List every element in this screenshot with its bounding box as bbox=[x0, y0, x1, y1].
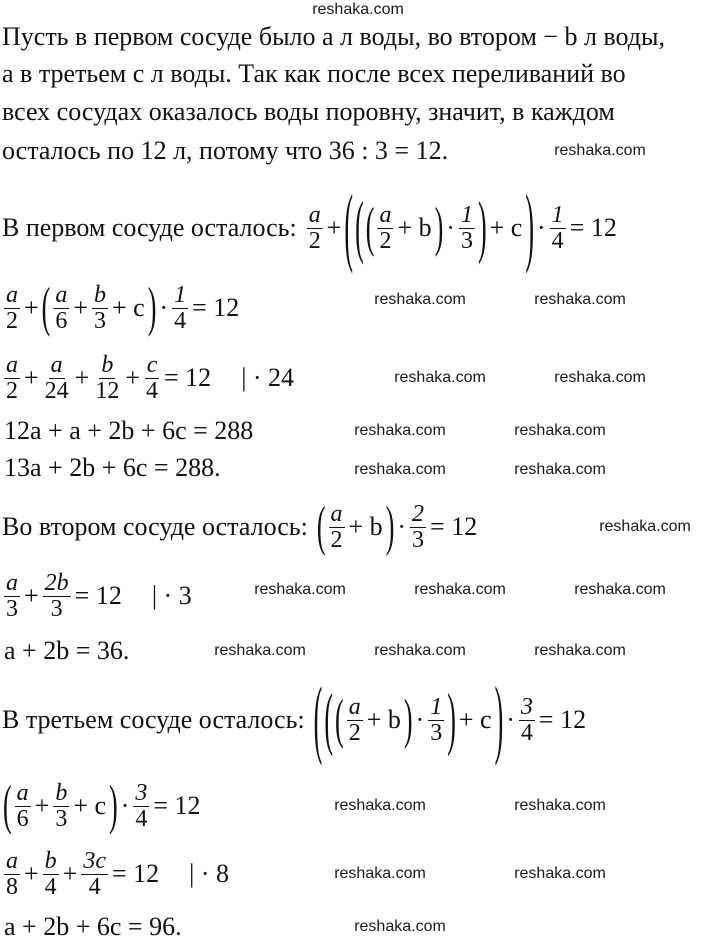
equation-label: Во втором сосуде осталось: bbox=[2, 512, 308, 541]
formula-term: | · 3 bbox=[125, 581, 192, 610]
formula bbox=[313, 669, 588, 768]
denominator: 2 bbox=[379, 227, 392, 254]
numerator: 2 bbox=[412, 500, 425, 527]
numerator: a bbox=[6, 569, 18, 596]
denominator: 2 bbox=[6, 307, 18, 334]
right-paren: ) bbox=[494, 669, 504, 768]
watermark: reshaka.com bbox=[574, 581, 666, 598]
formula bbox=[2, 353, 296, 404]
formula-term: 12a + a + 2b + 6c = 288 bbox=[4, 416, 254, 445]
fraction bbox=[144, 353, 160, 404]
watermark: reshaka.com bbox=[514, 797, 606, 814]
numerator: b bbox=[94, 281, 107, 308]
watermark: reshaka.com bbox=[514, 865, 606, 882]
numerator: a bbox=[379, 201, 392, 228]
formula-term: = 12 bbox=[164, 363, 212, 392]
fraction bbox=[4, 849, 20, 900]
numerator: a bbox=[348, 693, 361, 720]
right-paren: ) bbox=[385, 495, 395, 557]
denominator: 2 bbox=[348, 719, 361, 746]
numerator: a bbox=[6, 847, 18, 874]
numerator: a bbox=[6, 351, 18, 378]
watermark: reshaka.com bbox=[554, 142, 646, 159]
formula bbox=[2, 849, 231, 900]
denominator: 3 bbox=[460, 227, 473, 254]
fraction bbox=[81, 849, 108, 900]
fraction bbox=[377, 203, 393, 254]
denominator: 6 bbox=[55, 307, 68, 334]
denominator: 3 bbox=[55, 805, 68, 832]
denominator: 3 bbox=[412, 526, 425, 553]
fraction bbox=[53, 283, 69, 334]
numerator: a bbox=[50, 351, 63, 378]
denominator: 4 bbox=[146, 377, 159, 404]
denominator: 24 bbox=[44, 377, 69, 404]
watermark: reshaka.com bbox=[534, 642, 626, 659]
formula-term: · bbox=[415, 705, 425, 734]
watermark: reshaka.com bbox=[534, 291, 626, 308]
fraction bbox=[15, 781, 31, 832]
formula-term: · bbox=[506, 705, 515, 734]
formula-term: + b bbox=[366, 705, 401, 734]
intro-line-2: а в третьем c л воды. Так как после всех переливаний во bbox=[2, 59, 626, 88]
intro-line-3: всех сосудах оказалось воды поровну, значит, в каждом bbox=[2, 97, 615, 126]
formula-term: | · 8 bbox=[163, 859, 230, 888]
left-paren: ( bbox=[335, 688, 344, 750]
formula-term: + bbox=[62, 859, 78, 888]
watermark: reshaka.com bbox=[354, 422, 446, 439]
left-paren: ( bbox=[313, 669, 323, 768]
formula bbox=[2, 276, 241, 338]
watermark: reshaka.com bbox=[214, 642, 306, 659]
denominator: 2 bbox=[330, 526, 343, 553]
formula-term: = 12 bbox=[192, 293, 240, 322]
fraction bbox=[410, 502, 426, 553]
formula bbox=[2, 416, 255, 446]
numerator: 1 bbox=[430, 693, 443, 720]
left-paren: ( bbox=[344, 177, 354, 276]
left-paren: ( bbox=[316, 495, 326, 557]
watermark: reshaka.com bbox=[374, 291, 466, 308]
denominator: 3 bbox=[50, 595, 63, 622]
fraction bbox=[4, 283, 20, 334]
denominator: 3 bbox=[94, 307, 107, 334]
numerator: 3c bbox=[83, 847, 106, 874]
numerator: b bbox=[55, 779, 68, 806]
formula-term: = 12 bbox=[153, 791, 201, 820]
equation-line bbox=[2, 629, 131, 673]
formula-term: = 12 bbox=[430, 512, 478, 541]
watermark: reshaka.com bbox=[514, 422, 606, 439]
formula-term: | · 24 bbox=[215, 363, 295, 392]
intro-line-4: осталось по 12 л, потому что 36 : 3 = 12. bbox=[2, 136, 449, 165]
fraction bbox=[43, 353, 71, 404]
fraction bbox=[4, 571, 20, 622]
formula bbox=[2, 774, 203, 836]
formula-term: + c bbox=[112, 293, 145, 322]
numerator: a bbox=[330, 500, 343, 527]
denominator: 12 bbox=[95, 377, 120, 404]
formula-term: · bbox=[159, 293, 169, 322]
denominator: 4 bbox=[44, 873, 57, 900]
formula-term: = 12 bbox=[112, 859, 160, 888]
formula-term: + bbox=[34, 791, 50, 820]
equation-line bbox=[2, 495, 479, 557]
intro-line-1: Пусть в первом сосуде было a л воды, во втором − b л воды, bbox=[2, 22, 665, 51]
formula bbox=[2, 453, 223, 483]
denominator: 4 bbox=[174, 307, 187, 334]
fraction bbox=[329, 502, 345, 553]
numerator: 1 bbox=[174, 281, 187, 308]
formula-term: · bbox=[446, 213, 455, 242]
formula-term: = 12 bbox=[74, 581, 122, 610]
formula-term: · bbox=[120, 791, 130, 820]
fraction bbox=[459, 203, 475, 254]
fraction bbox=[519, 695, 535, 746]
denominator: 4 bbox=[520, 719, 533, 746]
formula-term: · bbox=[397, 512, 407, 541]
equation-line bbox=[2, 446, 223, 490]
numerator: b bbox=[44, 847, 57, 874]
numerator: b bbox=[101, 351, 114, 378]
right-paren: ) bbox=[477, 187, 487, 266]
fraction bbox=[43, 571, 71, 622]
numerator: 3 bbox=[135, 779, 148, 806]
formula-term: + b bbox=[397, 213, 432, 242]
formula-term: + b bbox=[348, 512, 383, 541]
equation-line bbox=[2, 847, 231, 900]
right-paren: ) bbox=[147, 276, 157, 338]
fraction bbox=[92, 283, 108, 334]
fraction bbox=[133, 781, 149, 832]
denominator: 2 bbox=[6, 377, 18, 404]
watermark: reshaka.com bbox=[374, 642, 466, 659]
equation-line bbox=[2, 905, 184, 949]
equation-line bbox=[2, 351, 296, 404]
right-paren: ) bbox=[447, 679, 456, 758]
watermark: reshaka.com bbox=[514, 461, 606, 478]
watermark: reshaka.com bbox=[312, 1, 404, 18]
formula-term: + bbox=[73, 293, 89, 322]
formula bbox=[316, 495, 479, 557]
equation-label: В первом сосуде осталось: bbox=[2, 213, 297, 242]
fraction bbox=[53, 781, 69, 832]
numerator: a bbox=[6, 281, 18, 308]
formula bbox=[305, 177, 619, 276]
formula-term: + bbox=[24, 293, 39, 322]
left-paren: ( bbox=[324, 679, 334, 758]
denominator: 2 bbox=[308, 227, 321, 254]
denominator: 3 bbox=[6, 595, 18, 622]
right-paren: ) bbox=[434, 196, 444, 258]
denominator: 4 bbox=[135, 805, 148, 832]
watermark: reshaka.com bbox=[599, 518, 691, 535]
numerator: c bbox=[146, 351, 158, 378]
numerator: a bbox=[16, 779, 29, 806]
fraction bbox=[93, 353, 121, 404]
formula-term: a + 2b + 6c = 96. bbox=[4, 912, 182, 941]
left-paren: ( bbox=[365, 196, 375, 258]
formula-term: · bbox=[537, 213, 546, 242]
formula bbox=[2, 636, 131, 666]
fraction bbox=[428, 695, 444, 746]
watermark: reshaka.com bbox=[414, 581, 506, 598]
formula-term: + bbox=[125, 363, 141, 392]
numerator: 1 bbox=[460, 201, 473, 228]
watermark: reshaka.com bbox=[254, 581, 346, 598]
watermark: reshaka.com bbox=[354, 461, 446, 478]
formula-term: + bbox=[24, 859, 39, 888]
watermark: reshaka.com bbox=[554, 369, 646, 386]
numerator: a bbox=[308, 201, 321, 228]
watermark: reshaka.com bbox=[394, 369, 486, 386]
numerator: 1 bbox=[551, 201, 564, 228]
formula-term: = 12 bbox=[569, 213, 617, 242]
formula-term: + c bbox=[458, 705, 492, 734]
fraction bbox=[347, 695, 363, 746]
formula-term: + c bbox=[73, 791, 107, 820]
formula-term: + c bbox=[489, 213, 523, 242]
fraction bbox=[43, 849, 59, 900]
equation-line bbox=[2, 774, 203, 836]
numerator: a bbox=[55, 281, 68, 308]
fraction bbox=[4, 353, 20, 404]
formula-term: 13a + 2b + 6c = 288. bbox=[4, 453, 221, 482]
equation-label: В третьем сосуде осталось: bbox=[2, 705, 305, 734]
equation-line bbox=[2, 669, 588, 768]
right-paren: ) bbox=[525, 177, 534, 276]
fraction bbox=[172, 283, 188, 334]
left-paren: ( bbox=[355, 187, 364, 266]
denominator: 6 bbox=[16, 805, 29, 832]
equation-line bbox=[2, 569, 194, 622]
watermark: reshaka.com bbox=[334, 865, 426, 882]
formula-term: = 12 bbox=[538, 705, 587, 734]
equation-line bbox=[2, 177, 619, 276]
equation-line bbox=[2, 276, 241, 338]
formula-term: + bbox=[24, 363, 39, 392]
formula-term: + bbox=[24, 581, 39, 610]
right-paren: ) bbox=[403, 688, 413, 750]
left-paren: ( bbox=[41, 276, 51, 338]
denominator: 8 bbox=[6, 873, 18, 900]
right-paren: ) bbox=[109, 774, 118, 836]
fraction bbox=[550, 203, 566, 254]
formula bbox=[2, 571, 194, 622]
watermark: reshaka.com bbox=[334, 797, 426, 814]
denominator: 3 bbox=[430, 719, 443, 746]
watermark: reshaka.com bbox=[354, 918, 446, 935]
numerator: 2b bbox=[44, 569, 69, 596]
fraction bbox=[307, 203, 323, 254]
formula-term: + bbox=[74, 363, 90, 392]
formula-term: + bbox=[326, 213, 342, 242]
formula-term: a + 2b = 36. bbox=[4, 636, 130, 665]
left-paren: ( bbox=[3, 774, 12, 836]
denominator: 4 bbox=[551, 227, 564, 254]
numerator: 3 bbox=[520, 693, 533, 720]
denominator: 4 bbox=[88, 873, 101, 900]
